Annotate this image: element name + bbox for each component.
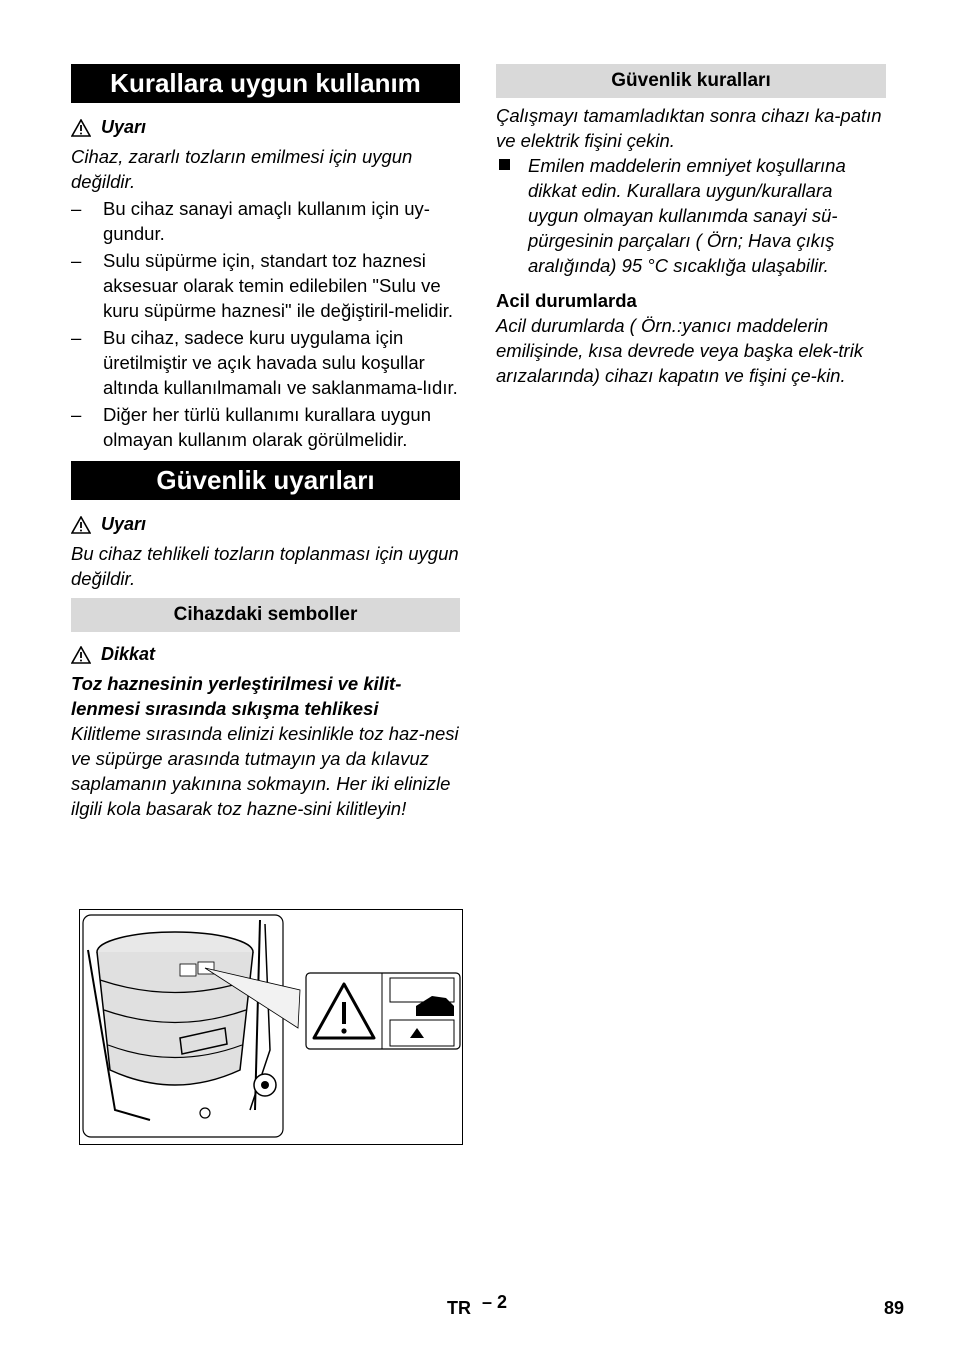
caution-text: Kilitleme sırasında elinizi kesinlikle toz haz-nesi ve süpürge arasında tutmayın ya da kılavuz saplamanın yakınına sokmayın. Her iki elinizle ilgili kola basarak toz hazne-sini kilitleyin! [71, 723, 459, 819]
emergency-text: Acil durumlarda ( Örn.:yanıcı maddelerin emilişinde, kısa devrede veya başka elek-trik arızalarında) cihazı kapatın ve fişini çe-kin. [496, 315, 864, 386]
warning-text: Cihaz, zararlı tozların emilmesi için uygun değildir. [71, 146, 413, 192]
list-item: – Bu cihaz sanayi amaçlı kullanım için uy-gundur. [71, 198, 430, 244]
section-title-safety-rules: Güvenlik kuralları [496, 64, 886, 98]
vacuum-illustration [79, 909, 463, 1145]
list-item: – Sulu süpürme için, standart toz haznesi aksesuar olarak temin edilebilen "Sulu ve kuru süpürme haznesi" ile değiştiril-melidir. [71, 250, 453, 321]
usage-list [71, 196, 460, 452]
subsection-title-symbols: Cihazdaki semboller [71, 598, 460, 632]
list-item: Emilen maddelerin emniyet koşullarına dikkat edin. Kurallara uygun/kurallara uygun olmayan kullanımda sanayi sü-pürgesinin parçaları ( Örn; Hava çıkış aralığında) 95 °C sıcaklığa ulaşabilir. [496, 153, 886, 278]
right-column [496, 64, 886, 388]
warning-triangle-icon [71, 646, 91, 664]
warning-label: Uyarı [71, 115, 460, 140]
square-bullet-icon [499, 159, 510, 170]
left-column [71, 64, 460, 821]
list-item: – Diğer her türlü kullanımı kurallara uygun olmayan kullanım olarak görülmelidir. [71, 404, 432, 450]
warning-label: Uyarı [71, 512, 460, 537]
footer-language: TR – 2 [447, 1292, 508, 1318]
section-title-safety: Güvenlik uyarıları [71, 461, 460, 500]
vacuum-drawing [80, 910, 462, 1144]
caution-heading: Toz haznesinin yerleştirilmesi ve kilit-lenmesi sırasında sıkışma tehlikesi [71, 673, 402, 719]
warning-triangle-icon [71, 516, 91, 534]
emergency-heading: Acil durumlarda [496, 290, 637, 311]
list-item: – Bu cihaz, sadece kuru uygulama için üretilmiştir ve açık havada sulu koşullar altında kullanılmamalı ve saklanmama-lıdır. [71, 327, 458, 398]
page-number: 89 [884, 1298, 905, 1318]
intro-text: Çalışmayı tamamladıktan sonra cihazı ka-patın ve elektrik fişini çekin. [496, 105, 882, 151]
warning-triangle-icon [71, 119, 91, 137]
caution-label: Dikkat [71, 642, 460, 667]
warning-text: Bu cihaz tehlikeli tozların toplanması için uygun değildir. [71, 543, 459, 589]
section-title-intended-use: Kurallara uygun kullanım [71, 64, 460, 103]
